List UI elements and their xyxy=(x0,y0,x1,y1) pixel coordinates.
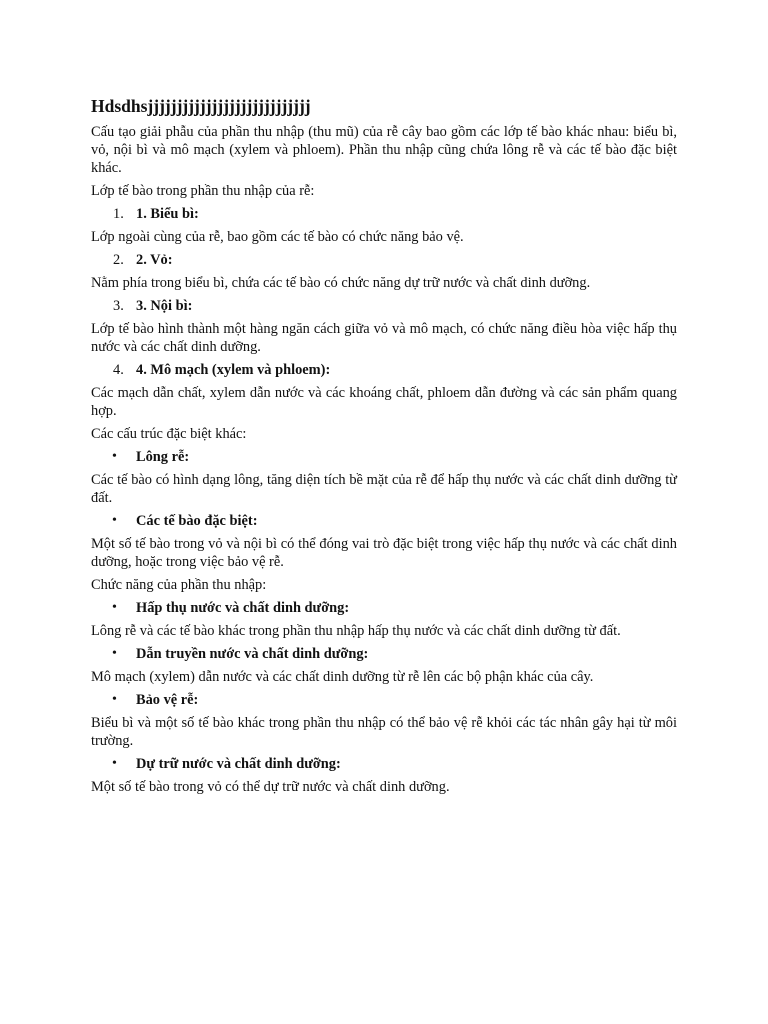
bullet-item xyxy=(91,599,677,617)
bullet-marker: • xyxy=(112,449,117,464)
numbered-item xyxy=(91,361,677,379)
paragraph: Biểu bì và một số tế bào khác trong phần thu nhập có thể bảo vệ rễ khỏi các tác nhân gây hại từ môi trường. xyxy=(91,715,677,749)
document-title: Hdsdhsjjjjjjjjjjjjjjjjjjjjjjjjjjjj xyxy=(91,96,311,116)
bullet-item xyxy=(91,691,677,709)
numbered-item xyxy=(91,297,677,315)
list-item-heading: Bảo vệ rễ: xyxy=(136,692,199,708)
list-item-heading: Các tế bào đặc biệt: xyxy=(136,513,258,529)
paragraph: Một số tế bào trong vỏ và nội bì có thể đóng vai trò đặc biệt trong việc hấp thụ nước và các chất dinh dưỡng, hoặc trong việc bảo vệ rễ. xyxy=(91,536,677,570)
list-item-heading: 1. Biểu bì: xyxy=(136,206,199,222)
list-item-heading: Dự trữ nước và chất dinh dưỡng: xyxy=(136,756,341,772)
list-item-heading: 2. Vỏ: xyxy=(136,252,173,268)
paragraph: Lớp ngoài cùng của rễ, bao gồm các tế bào có chức năng bảo vệ. xyxy=(91,229,464,245)
paragraph: Các mạch dẫn chất, xylem dẫn nước và các khoáng chất, phloem dẫn đường và các sản phẩm quang hợp. xyxy=(91,385,677,419)
list-item-heading: Dẫn truyền nước và chất dinh dưỡng: xyxy=(136,646,369,662)
paragraph: Lớp tế bào trong phần thu nhập của rễ: xyxy=(91,183,315,199)
list-item-heading: 3. Nội bì: xyxy=(136,298,193,314)
list-item-heading: Hấp thụ nước và chất dinh dưỡng: xyxy=(136,600,350,616)
bullet-marker: • xyxy=(112,756,117,771)
list-number: 3. xyxy=(113,298,124,314)
numbered-item xyxy=(91,205,677,223)
bullet-marker: • xyxy=(112,513,117,528)
paragraph: Một số tế bào trong vỏ có thể dự trữ nước và chất dinh dưỡng. xyxy=(91,779,450,795)
list-number: 4. xyxy=(113,362,124,378)
bullet-item xyxy=(91,512,677,530)
paragraph: Mô mạch (xylem) dẫn nước và các chất dinh dưỡng từ rễ lên các bộ phận khác của cây. xyxy=(91,669,594,685)
paragraph: Chức năng của phần thu nhập: xyxy=(91,577,267,593)
list-number: 2. xyxy=(113,252,124,268)
document-page xyxy=(91,95,677,801)
bullet-item xyxy=(91,645,677,663)
list-item-heading: Lông rễ: xyxy=(136,449,190,465)
paragraph: Các tế bào có hình dạng lông, tăng diện tích bề mặt của rễ để hấp thụ nước và các chất dinh dưỡng từ đất. xyxy=(91,472,677,506)
list-item-heading: 4. Mô mạch (xylem và phloem): xyxy=(136,362,331,378)
bullet-marker: • xyxy=(112,692,117,707)
paragraph: Cấu tạo giải phẫu của phần thu nhập (thu mũ) của rễ cây bao gồm các lớp tế bào khác nhau: biểu bì, vỏ, nội bì và mô mạch (xylem và phloem). Phần thu nhập cũng chứa lông rễ và các tế bào đặc biệt khác. xyxy=(91,124,677,176)
paragraph: Lông rễ và các tế bào khác trong phần thu nhập hấp thụ nước và các chất dinh dưỡng từ đất. xyxy=(91,623,621,639)
paragraph: Lớp tế bào hình thành một hàng ngăn cách giữa vỏ và mô mạch, có chức năng điều hòa việc hấp thụ nước và các chất dinh dưỡng. xyxy=(91,321,677,355)
numbered-item xyxy=(91,251,677,269)
document-body xyxy=(91,123,677,796)
paragraph: Các cấu trúc đặc biệt khác: xyxy=(91,426,247,442)
bullet-marker: • xyxy=(112,646,117,661)
paragraph: Nằm phía trong biểu bì, chứa các tế bào có chức năng dự trữ nước và chất dinh dưỡng. xyxy=(91,275,591,291)
bullet-marker: • xyxy=(112,600,117,615)
bullet-item xyxy=(91,755,677,773)
bullet-item xyxy=(91,448,677,466)
list-number: 1. xyxy=(113,206,124,222)
